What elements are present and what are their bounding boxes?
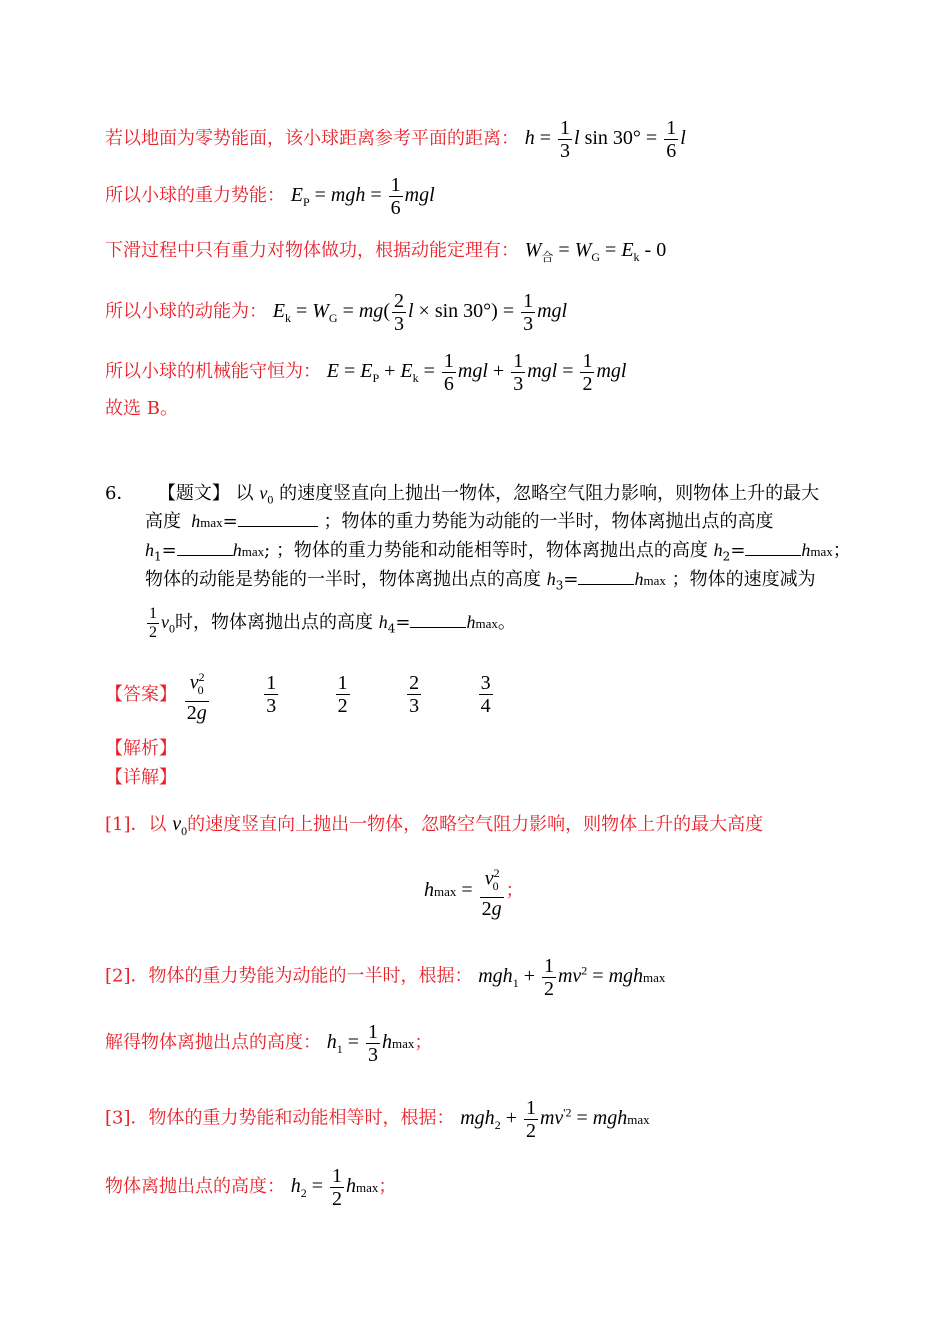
question-number: 6． [105, 483, 135, 504]
blank-h1[interactable] [177, 541, 233, 556]
step-3-index: [3]． [105, 1107, 149, 1129]
answer-row [105, 666, 495, 724]
blank-h2[interactable] [745, 541, 801, 556]
formula-work-energy: $W_合 = W_G = E_k - 0$ [524, 239, 667, 264]
step-1-index: [1]． [105, 814, 149, 835]
detail-step-3b: 物体离抛出点的高度： $h_2$ = $\frac{1}{2}$ hmax； [105, 1164, 397, 1210]
solution-line-6: 故选 B。 [105, 398, 178, 419]
formula-potential-energy: $E_P$ = mgh = $\frac{1}{6}$ mgl [290, 174, 435, 219]
step-3b-text: 物体离抛出点的高度： [105, 1176, 285, 1197]
step-2-text: 物体的重力势能为动能的一半时，根据： [148, 965, 473, 987]
solution-line-4-text: 所以小球的动能为： [105, 301, 267, 323]
question-text-7: ；物体的速度减为 [671, 569, 816, 590]
answer-label: 【答案】 [105, 683, 177, 705]
question-text-1: 以 [235, 483, 254, 504]
blank-hmax[interactable] [238, 512, 318, 527]
step-2-index: [2]． [105, 965, 149, 987]
detail-step-2: [2]．物体的重力势能为动能的一半时，根据： mgh$_1$ + $\frac{1}{2}$ $mv^2 = mghmax$ [105, 954, 666, 1000]
detail-step-2b: 解得物体离抛出点的高度： $h_1$ = $\frac{1}{3}$ hmax； [105, 1020, 433, 1066]
question-text-3: 高度 [145, 511, 181, 532]
solution-line-2 [105, 174, 435, 219]
answer-3: $\frac{1}{2}$ [337, 672, 348, 718]
solution-line-2-text: 所以小球的重力势能： [105, 185, 285, 207]
blank-h3[interactable] [578, 570, 634, 585]
detail-step-3: [3]．物体的重力势能和动能相等时，根据： mgh$_2$ + $\frac{1}{2}$ $mv^{'2} = mghmax$ [105, 1096, 650, 1142]
question-tag: 【题文】 [157, 483, 230, 504]
formula-kinetic-energy: $E_k = W_G = mg$( $\frac{2}{3}$ l × sin 30°) = $\frac{1}{3}$ mgl [272, 290, 568, 335]
answer-4: $\frac{2}{3}$ [409, 672, 420, 718]
question-text-2: 的速度竖直向上抛出一物体，忽略空气阻力影响，则物体上升的最大 [279, 483, 820, 504]
question-line-5: $\frac{1}{2}$ $v_0$时，物体离抛出点的高度 $h_4= hmax$。 [149, 604, 516, 641]
answer-2: $\frac{1}{3}$ [266, 672, 277, 718]
step-1-text: 的速度竖直向上抛出一物体，忽略空气阻力影响，则物体上升的最大高度 [187, 814, 764, 835]
detail-step-1: [1]．以 $v_0$的速度竖直向上抛出一物体，忽略空气阻力影响，则物体上升的最大高度 [105, 813, 764, 838]
question-line-2: 高度 hmax= ；物体的重力势能为动能的一半时，物体离抛出点的高度 [145, 511, 774, 532]
question-text-5: ；物体的重力势能和动能相等时，物体离抛出点的高度 [275, 540, 708, 561]
question-text-4: ；物体的重力势能为动能的一半时，物体离抛出点的高度 [323, 511, 774, 532]
question-text-6: 物体的动能是势能的一半时，物体离抛出点的高度 [145, 569, 541, 590]
solution-line-3-text: 下滑过程中只有重力对物体做功，根据动能定理有： [105, 240, 519, 261]
step-3-text: 物体的重力势能和动能相等时，根据： [148, 1107, 455, 1129]
answer-1: $\frac{v^2_0}{2g}$ [185, 666, 209, 724]
question-line-4: 物体的动能是势能的一半时，物体离抛出点的高度 $h_3= hmax$ ；物体的速度减为 [145, 569, 816, 593]
solution-line-3 [105, 238, 666, 269]
formula-hmax-center: hmax = $\frac{v^2_0}{2g}$ ； [424, 862, 524, 920]
solution-line-5-text: 所以小球的机械能守恒为： [105, 361, 321, 383]
analysis-label: 【解析】 [105, 738, 177, 759]
solution-line-5 [105, 350, 626, 395]
solution-line-4 [105, 290, 567, 335]
question-line-3: $h_1= hmax$; ；物体的重力势能和动能相等时，物体离抛出点的高度 $h_2= hmax$； [145, 540, 851, 564]
formula-mechanical-energy: $E = E_P + E_k$ = $\frac{1}{6}$ mgl + $\frac{1}{3}$ mgl = $\frac{1}{2}$ mgl [326, 350, 627, 395]
step-2b-text: 解得物体离抛出点的高度： [105, 1032, 321, 1053]
question-line-1: 6． 【题文】 以 $v_0$ 的速度竖直向上抛出一物体，忽略空气阻力影响，则物体上升的最大 [105, 483, 820, 507]
answer-5: $\frac{3}{4}$ [480, 672, 491, 718]
question-text-8: 时，物体离抛出点的高度 [175, 612, 373, 633]
detail-label: 【详解】 [105, 767, 177, 788]
solution-line-1-text: 若以地面为零势能面，该小球距离参考平面的距离： [105, 128, 519, 150]
solution-line-1 [105, 117, 686, 162]
blank-h4[interactable] [410, 613, 466, 628]
formula-height: h = $\frac{1}{3}$ l sin 30° = $\frac{1}{6}$ l [524, 117, 686, 162]
